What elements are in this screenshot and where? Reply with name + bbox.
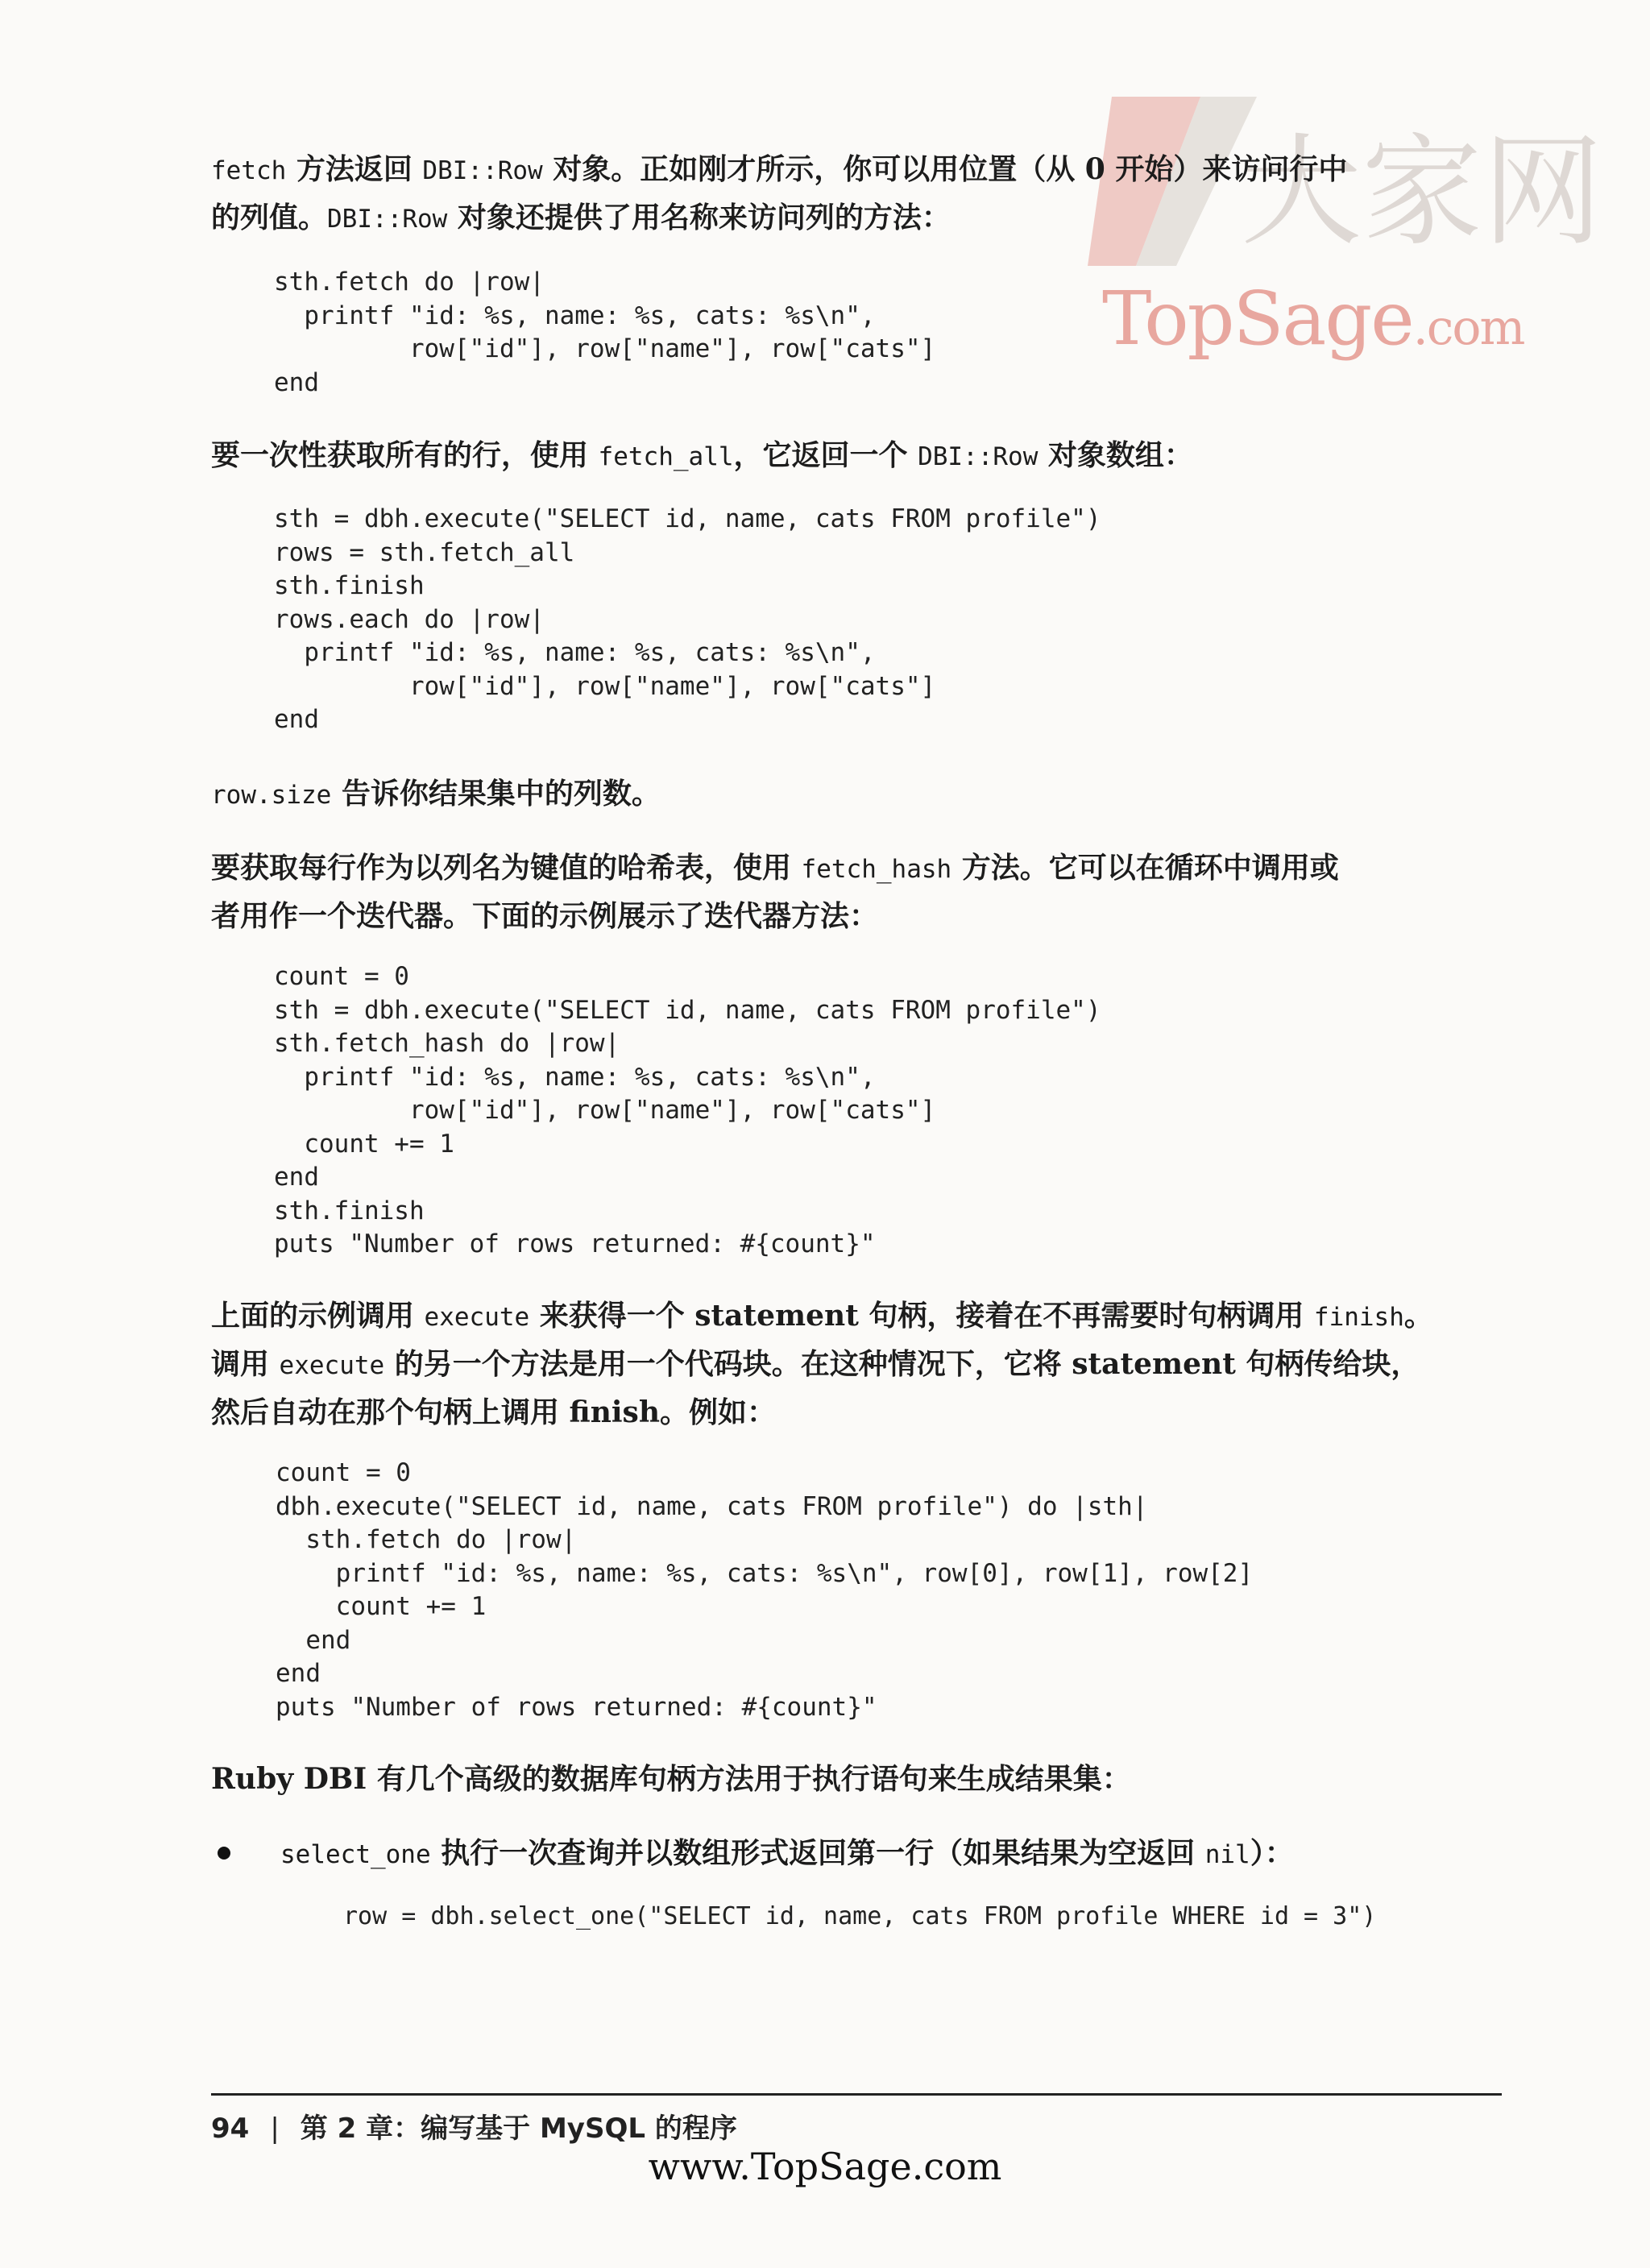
inline-code: execute xyxy=(424,1303,530,1332)
text-run: 要获取每行作为以列名为键值的哈希表，使用 xyxy=(211,851,802,885)
inline-code: execute xyxy=(279,1351,385,1380)
text-run: 执行一次查询并以数组形式返回第一行（如果结果为空返回 xyxy=(430,1836,1205,1870)
inline-code: finish xyxy=(1313,1303,1404,1332)
code-block-3: count = 0 sth = dbh.execute("SELECT id, name, cats FROM profile") sth.fetch_hash do |row| printf "id: %s, name: %s, cats: %s\n", row["id"], row["name"], row["cats"] count += 1 end sth.finish puts "Number of rows returned: #{count}" xyxy=(274,962,1101,1258)
text-run: 要一次性获取所有的行，使用 xyxy=(211,438,599,472)
paragraph-4-line-2: 者用作一个迭代器。下面的示例展示了迭代器方法： xyxy=(211,899,879,933)
text-run: 对象。正如刚才所示，你可以用位置（从 0 开始）来访问行中 xyxy=(542,152,1348,186)
watermark-site-name: TopSage xyxy=(1102,276,1413,362)
paragraph-4-line-1 xyxy=(211,844,1500,894)
bullet-dot-icon xyxy=(218,1847,230,1860)
inline-code: row.size xyxy=(211,781,332,810)
paragraph-3 xyxy=(211,769,1500,819)
chapter-title: 第 2 章：编写基于 MySQL 的程序 xyxy=(300,2113,737,2145)
text-run: 来获得一个 statement 句柄，接着在不再需要时句柄调用 xyxy=(529,1299,1314,1333)
code-block-5: row = dbh.select_one("SELECT id, name, cats FROM profile WHERE id = 3") xyxy=(343,1902,1377,1930)
bullet-item-select-one xyxy=(211,1829,1500,1877)
inline-code: DBI::Row xyxy=(422,156,543,185)
inline-code: DBI::Row xyxy=(918,442,1039,471)
inline-code: nil xyxy=(1204,1840,1250,1869)
inline-code: fetch_all xyxy=(598,442,734,471)
code-block-4: count = 0 dbh.execute("SELECT id, name, cats FROM profile") do |sth| sth.fetch do |row| printf "id: %s, name: %s, cats: %s\n", row[0], row[1], row[2] count += 1 end end puts "Number of rows returned: #{count}" xyxy=(276,1458,1254,1722)
text-run: 的另一个方法是用一个代码块。在这种情况下，它将 statement 句柄传给块， xyxy=(384,1347,1420,1381)
text-run: ）： xyxy=(1250,1836,1294,1870)
text-run: 的列值。 xyxy=(211,201,328,234)
inline-code: fetch_hash xyxy=(801,855,952,884)
paragraph-1-line-2 xyxy=(211,193,1500,243)
text-run: 上面的示例调用 xyxy=(211,1299,425,1333)
paragraph-5-line-1 xyxy=(211,1292,1500,1341)
footer-rule xyxy=(211,2093,1502,2096)
code-block-2: sth = dbh.execute("SELECT id, name, cats FROM profile") rows = sth.fetch_all sth.finish rows.each do |row| printf "id: %s, name: %s, cats: %s\n", row["id"], row["name"], row["cats"] end xyxy=(274,504,1101,734)
watermark-site-suffix: .com xyxy=(1412,300,1524,356)
site-url: www.TopSage.com xyxy=(648,2145,1002,2188)
text-run: 告诉你结果集中的列数。 xyxy=(331,777,661,811)
paragraph-6: Ruby DBI 有几个高级的数据库句柄方法用于执行语句来生成结果集： xyxy=(211,1762,1131,1796)
text-run: 调用 xyxy=(211,1347,280,1381)
text-run: 方法返回 xyxy=(286,152,423,186)
text-run: 方法。它可以在循环中调用或 xyxy=(951,851,1339,885)
bullet-text xyxy=(280,1829,1294,1879)
paragraph-2 xyxy=(211,431,1500,481)
inline-code: DBI::Row xyxy=(327,205,448,234)
watermark-site-text xyxy=(1102,276,1524,362)
page-number: 94 xyxy=(211,2113,250,2145)
paragraph-5-line-2 xyxy=(211,1340,1500,1390)
paragraph-5-line-3: 然后自动在那个句柄上调用 finish。例如： xyxy=(211,1395,776,1429)
inline-code: fetch xyxy=(211,156,287,185)
paragraph-1-line-1 xyxy=(211,145,1500,195)
footer-separator: | xyxy=(270,2113,280,2145)
text-run: ，它返回一个 xyxy=(733,438,918,472)
text-run: 。 xyxy=(1403,1299,1433,1333)
watermark-logo-text: 大家网 xyxy=(1241,122,1604,263)
inline-code: select_one xyxy=(280,1840,431,1869)
text-run: 对象还提供了用名称来访问列的方法： xyxy=(447,201,951,234)
code-block-1: sth.fetch do |row| printf "id: %s, name: %s, cats: %s\n", row["id"], row["name"], row["cats"] end xyxy=(274,267,936,397)
text-run: 对象数组： xyxy=(1038,438,1193,472)
